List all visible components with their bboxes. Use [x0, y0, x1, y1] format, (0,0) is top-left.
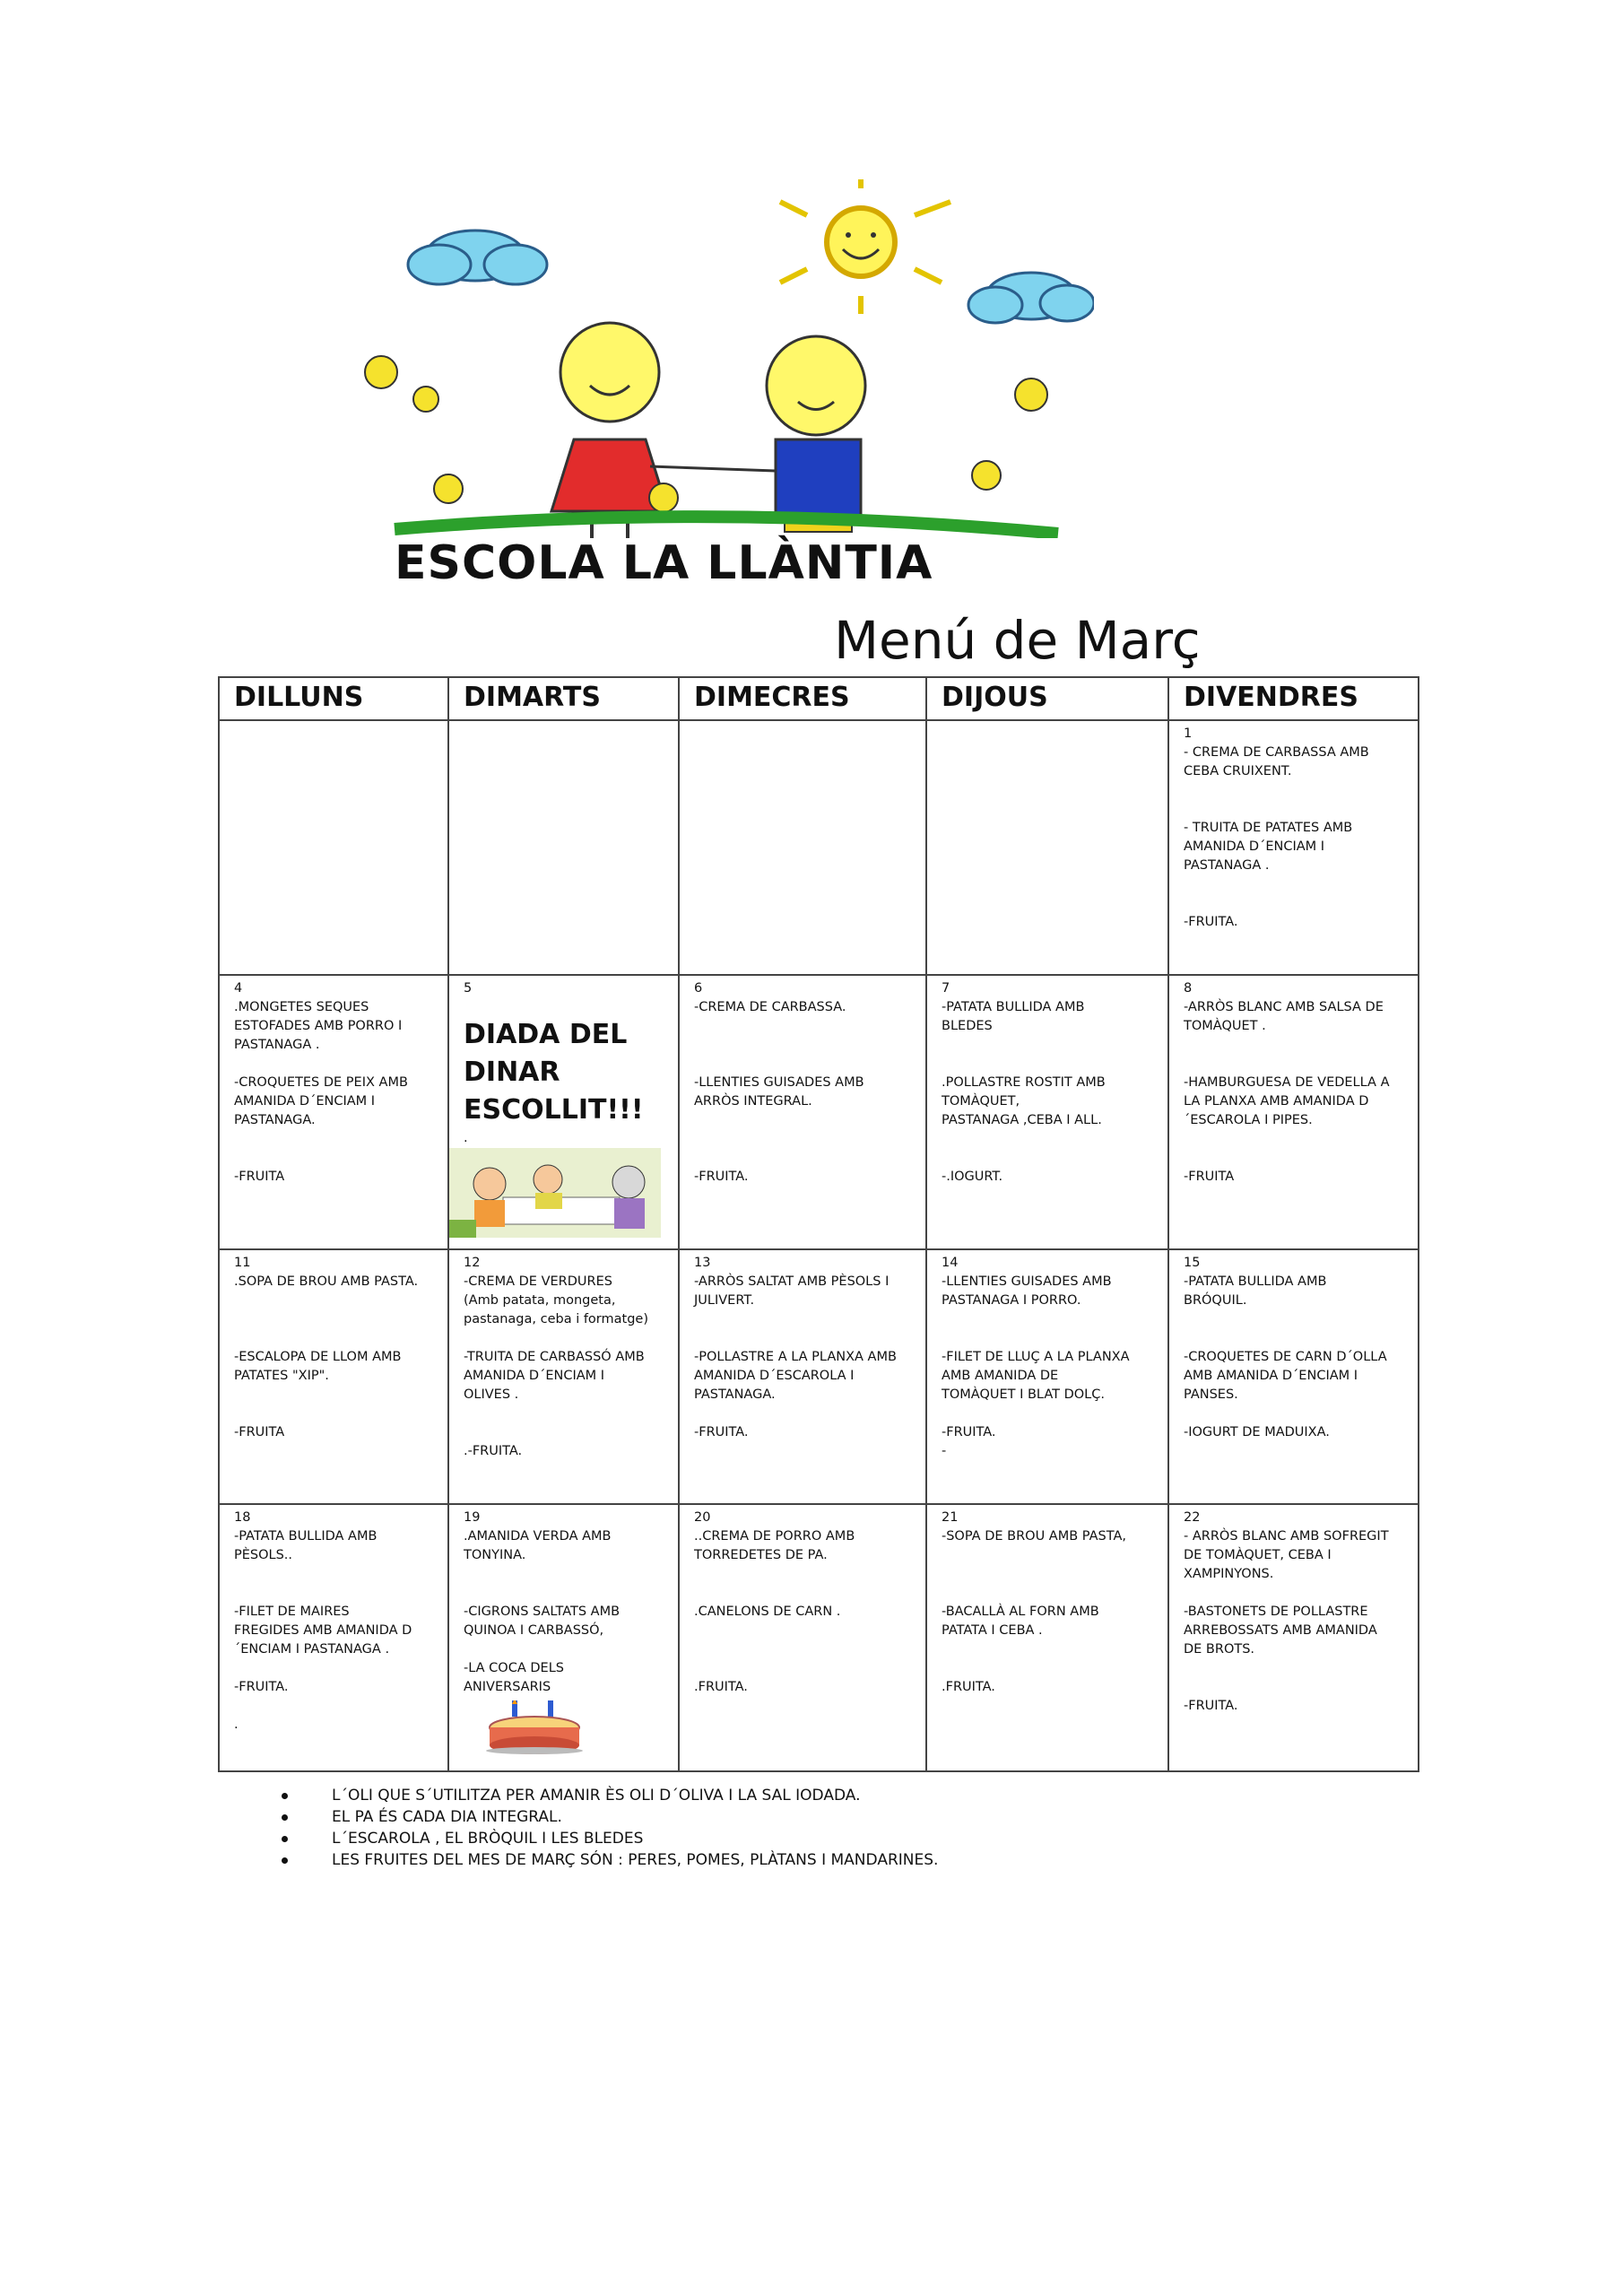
first-course: -CREMA DE CARBASSA. [694, 1000, 846, 1014]
second-course: -POLLASTRE A LA PLANXA AMB AMANIDA D´ESCAROLA I PASTANAGA. [694, 1350, 897, 1402]
second-course: -FILET DE LLUÇ A LA PLANXA AMB AMANIDA DE TOMÀQUET I BLAT DOLÇ. [942, 1350, 1130, 1402]
day-number: 6 [694, 981, 703, 996]
first-course: -SOPA DE BROU AMB PASTA, [942, 1529, 1126, 1544]
day-cell [926, 1504, 1168, 1771]
note-item: EL PA ÉS CADA DIA INTEGRAL. [278, 1806, 938, 1828]
second-course: -BACALLÀ AL FORN AMB PATATA I CEBA . [942, 1605, 1099, 1638]
first-course: -CREMA DE VERDURES [464, 1274, 612, 1289]
school-name: ESCOLA LA LLÀNTIA [395, 536, 933, 590]
day-cell [448, 1249, 679, 1504]
family-lunch-illustration [449, 1148, 661, 1238]
dessert: -FRUITA. - [942, 1425, 996, 1458]
dessert: -.IOGURT. [942, 1170, 1003, 1184]
day-cell [448, 975, 679, 1249]
day-cell [219, 1504, 448, 1771]
second-course: - TRUITA DE PATATES AMB AMANIDA D´ENCIAM I PASTANAGA . [1184, 821, 1353, 873]
day-cell [1168, 975, 1419, 1249]
second-course: -LLENTIES GUISADES AMB ARRÒS INTEGRAL. [694, 1075, 864, 1109]
week-row [219, 975, 1419, 1249]
day-cell [679, 1504, 926, 1771]
first-course: - CREMA DE CARBASSA AMB CEBA CRUIXENT. [1184, 745, 1369, 778]
dessert: .-FRUITA. [464, 1444, 523, 1458]
dessert: -FRUITA. [694, 1425, 749, 1439]
day-number: 21 [942, 1510, 959, 1525]
day-number: 14 [942, 1256, 959, 1270]
dot-mark: . [234, 1718, 239, 1732]
special-day-label: DIADA DEL DINAR ESCOLLIT!!! [464, 1019, 644, 1126]
first-course: -PATATA BULLIDA AMB BRÓQUIL. [1184, 1274, 1327, 1308]
dessert: .FRUITA. [942, 1680, 995, 1694]
note-item: L´ESCAROLA , EL BRÒQUIL I LES BLEDES [278, 1828, 938, 1849]
boy-drawing-icon [767, 336, 865, 532]
dessert: -IOGURT DE MADUIXA. [1184, 1425, 1330, 1439]
second-course: -HAMBURGUESA DE VEDELLA A LA PLANXA AMB AMANIDA D ´ESCAROLA I PIPES. [1184, 1075, 1390, 1127]
day-cell [679, 1249, 926, 1504]
day-number: 22 [1184, 1510, 1201, 1525]
second-course: -CROQUETES DE PEIX AMB AMANIDA D´ENCIAM I PASTANAGA. [234, 1075, 408, 1127]
menu-title: Menú de Març [834, 610, 1201, 671]
first-course: .SOPA DE BROU AMB PASTA. [234, 1274, 419, 1289]
second-course: -ESCALOPA DE LLOM AMB PATATES "XIP". [234, 1350, 402, 1383]
second-course: -CIGRONS SALTATS AMB QUINOA I CARBASSÓ, [464, 1605, 621, 1638]
day-number: 18 [234, 1510, 251, 1525]
day-cell [1168, 1504, 1419, 1771]
day-cell [926, 975, 1168, 1249]
day-number: 5 [464, 981, 473, 996]
day-cell [448, 1504, 679, 1771]
first-course: ..CREMA DE PORRO AMB TORREDETES DE PA. [694, 1529, 855, 1562]
dessert: -FRUITA [1184, 1170, 1235, 1184]
weekday-header: DILLUNS [219, 677, 448, 720]
day-number: 4 [234, 981, 243, 996]
first-course: -PATATA BULLIDA AMB PÈSOLS.. [234, 1529, 378, 1562]
dessert: -FRUITA. [1184, 915, 1238, 929]
day-cell [219, 1249, 448, 1504]
day-number: 8 [1184, 981, 1193, 996]
note-item: LES FRUITES DEL MES DE MARÇ SÓN : PERES, POMES, PLÀTANS I MANDARINES. [278, 1849, 938, 1871]
day-cell [679, 975, 926, 1249]
week-row [219, 720, 1419, 975]
day-cell [1168, 720, 1419, 975]
second-course: -CROQUETES DE CARN D´OLLA AMB AMANIDA D´ENCIAM I PANSES. [1184, 1350, 1387, 1402]
weekday-header: DIMARTS [448, 677, 679, 720]
day-cell [926, 1249, 1168, 1504]
first-course: .AMANIDA VERDA AMB TONYINA. [464, 1529, 612, 1562]
sun-icon [780, 179, 950, 314]
day-number: 12 [464, 1256, 481, 1270]
second-course: -TRUITA DE CARBASSÓ AMB AMANIDA D´ENCIAM I OLIVES . [464, 1350, 645, 1402]
day-number: 15 [1184, 1256, 1201, 1270]
first-course: .MONGETES SEQUES ESTOFADES AMB PORRO I PASTANAGA . [234, 1000, 403, 1052]
day-number: 19 [464, 1510, 481, 1525]
day-cell [1168, 1249, 1419, 1504]
dessert: -FRUITA. [1184, 1699, 1238, 1713]
first-course: -PATATA BULLIDA AMB BLEDES [942, 1000, 1085, 1033]
second-course: .CANELONS DE CARN . [694, 1605, 841, 1619]
menu-notes-list [278, 1785, 938, 1871]
menu-table [218, 676, 1419, 1772]
second-course: -FILET DE MAIRES FREGIDES AMB AMANIDA D ´ENCIAM I PASTANAGA . [234, 1605, 412, 1657]
cloud-left-icon [408, 230, 547, 284]
children-sun-illustration [341, 179, 1094, 538]
day-cell-empty [448, 720, 679, 975]
week-row [219, 1249, 1419, 1504]
first-course: - ARRÒS BLANC AMB SOFREGIT DE TOMÀQUET, CEBA I XAMPINYONS. [1184, 1529, 1389, 1581]
birthday-cake-icon [485, 1700, 584, 1754]
weekday-header: DIJOUS [926, 677, 1168, 720]
note-item: L´OLI QUE S´UTILITZA PER AMANIR ÈS OLI D´OLIVA I LA SAL IODADA. [278, 1785, 938, 1806]
dot-mark: . [464, 1131, 468, 1145]
cloud-right-icon [968, 273, 1094, 323]
first-course-detail: (Amb patata, mongeta, pastanaga, ceba i formatge) [464, 1293, 648, 1326]
dessert: -FRUITA [234, 1170, 285, 1184]
weekday-header: DIVENDRES [1168, 677, 1419, 720]
week-row [219, 1504, 1419, 1771]
dessert: -FRUITA. [694, 1170, 749, 1184]
day-number: 7 [942, 981, 950, 996]
day-cell-empty [219, 720, 448, 975]
dessert: -FRUITA [234, 1425, 285, 1439]
day-number: 1 [1184, 726, 1193, 741]
day-number: 13 [694, 1256, 711, 1270]
dessert: .FRUITA. [694, 1680, 748, 1694]
day-number: 11 [234, 1256, 251, 1270]
dessert: -LA COCA DELS ANIVERSARIS [464, 1661, 564, 1694]
second-course: -BASTONETS DE POLLASTRE ARREBOSSATS AMB AMANIDA DE BROTS. [1184, 1605, 1377, 1657]
girl-drawing-icon [551, 323, 668, 538]
dessert: -FRUITA. [234, 1680, 289, 1694]
day-cell [219, 975, 448, 1249]
day-cell-empty [926, 720, 1168, 975]
flower-icon [365, 356, 1047, 512]
weekday-header: DIMECRES [679, 677, 926, 720]
day-cell-empty [679, 720, 926, 975]
first-course: -ARRÒS SALTAT AMB PÈSOLS I JULIVERT. [694, 1274, 890, 1308]
first-course: -LLENTIES GUISADES AMB PASTANAGA I PORRO. [942, 1274, 1112, 1308]
day-number: 20 [694, 1510, 711, 1525]
weekday-header-row [219, 677, 1419, 720]
first-course: -ARRÒS BLANC AMB SALSA DE TOMÀQUET . [1184, 1000, 1384, 1033]
second-course: .POLLASTRE ROSTIT AMB TOMÀQUET, PASTANAGA ,CEBA I ALL. [942, 1075, 1106, 1127]
